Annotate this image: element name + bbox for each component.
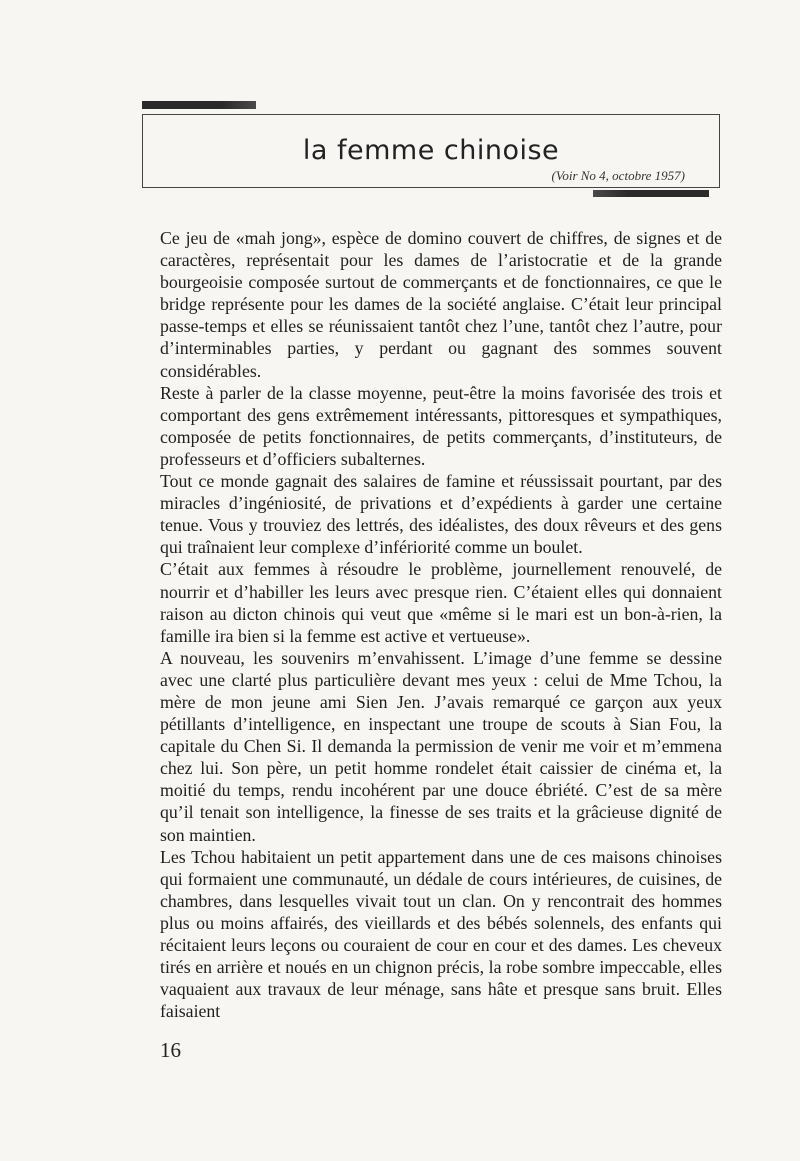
decorative-bar-bottom: [593, 190, 709, 197]
paragraph: C’était aux femmes à résoudre le problème, journellement renouvelé, de nourrir et d’habiller les leurs avec presque rien. C’étaient elles qui donnaient raison au dicton chinois qui veut que «même si le mari est un bon-à-rien, la famille ira bien si la femme est active et vertueuse».: [160, 559, 722, 646]
page-title: la femme chinoise: [302, 135, 560, 166]
paragraph: Les Tchou habitaient un petit appartement dans une de ces maisons chinoises qui formaient une communauté, un dédale de cours intérieures, de cuisines, de chambres, dans lesquelles vivait tout un clan. On y rencontrait des hommes plus ou moins affairés, des vieillards et des bébés solennels, des enfants qui récitaient leurs leçons ou couraient de cour en cour et des dames. Les cheveux tirés en arrière et noués en un chignon précis, la robe sombre impeccable, elles vaquaient aux travaux de leur ménage, sans hâte et presque sans bruit. Elles faisaient: [160, 846, 722, 1022]
article-body: [160, 227, 722, 1022]
paragraph: Tout ce monde gagnait des salaires de famine et réussissait pourtant, par des miracles d’ingéniosité, de privations et d’expédients à garder une certaine tenue. Vous y trouviez des lettrés, des idéalistes, des doux rêveurs et des gens qui traînaient leur complexe d’infériorité comme un boulet.: [160, 471, 722, 558]
decorative-bar-top: [142, 101, 256, 109]
page-number: 16: [160, 1038, 181, 1062]
paragraph: Reste à parler de la classe moyenne, peut-être la moins favorisée des trois et comportant des gens extrêmement intéressants, pittoresques et sympathiques, composée de petits fonctionnaires, de petits commerçants, d’instituteurs, de professeurs et d’officiers subalternes.: [160, 382, 722, 469]
paragraph: Ce jeu de «mah jong», espèce de domino couvert de chiffres, de signes et de caractères, représentait pour les dames de l’aristocratie et de la grande bourgeoisie composée surtout de commerçants et de fonctionnaires, ce que le bridge représente pour les dames de la société anglaise. C’était leur principal passe-temps et elles se réunissaient tantôt chez l’une, tantôt chez l’autre, pour d’interminables parties, y perdant ou gagnant des sommes souvent considérables.: [160, 228, 722, 381]
paragraph: A nouveau, les souvenirs m’envahissent. L’image d’une femme se dessine avec une clarté plus particulière devant mes yeux : celui de Mme Tchou, la mère de mon jeune ami Sien Jen. J’avais remarqué ce garçon aux yeux pétillants d’intelligence, en inspectant une troupe de scouts à Sian Fou, la capitale du Chen Si. Il demanda la permission de venir me voir et m’emmena chez lui. Son père, un petit homme rondelet était caissier de cinéma et, la moitié du temps, rendu incohérent par une douce ébriété. C’est de sa mère qu’il tenait son intelligence, la finesse de ses traits et la grâcieuse dignité de son maintien.: [160, 647, 722, 845]
title-box: [142, 114, 720, 188]
issue-reference: (Voir No 4, octobre 1957): [551, 168, 685, 183]
